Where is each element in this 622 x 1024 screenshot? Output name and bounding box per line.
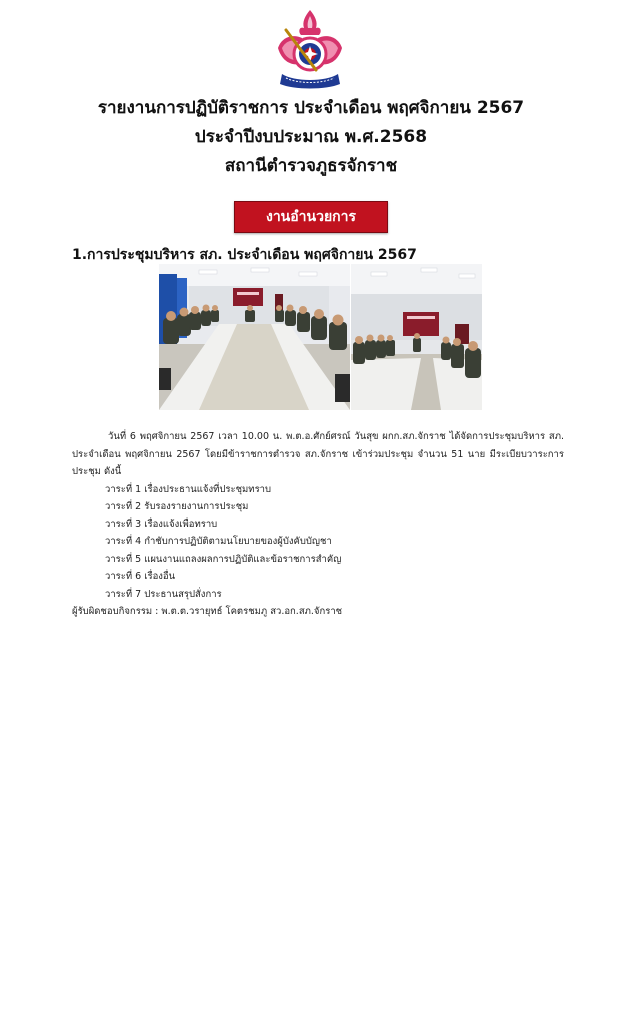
meeting-photo-icon bbox=[159, 264, 350, 410]
agenda-item: วาระที่ 7 ประธานสรุปสั่งการ bbox=[105, 588, 222, 600]
meeting-photo-2 bbox=[351, 264, 482, 410]
report-title-line-1: รายงานการปฏิบัติราชการ ประจำเดือน พฤศจิกายน 2567 bbox=[97, 98, 525, 118]
responsible-person: ผู้รับผิดชอบกิจกรรม : พ.ต.ต.วรายุทธ์ โคตรชมภู สว.อก.สภ.จักราช bbox=[72, 606, 343, 617]
agenda-item: วาระที่ 2 รับรองรายงานการประชุม bbox=[105, 501, 249, 512]
section-banner: งานอำนวยการ bbox=[234, 201, 388, 233]
report-title bbox=[0, 94, 622, 181]
report-title-line-2: ประจำปีงบประมาณ พ.ศ.2568 bbox=[194, 127, 428, 147]
agenda-list bbox=[72, 481, 564, 604]
agenda-item: วาระที่ 3 เรื่องแจ้งเพื่อทราบ bbox=[105, 518, 218, 530]
agenda-item: วาระที่ 1 เรื่องประธานแจ้งที่ประชุมทราบ bbox=[105, 483, 272, 495]
agenda-item: วาระที่ 5 แผนงานแถลงผลการปฏิบัติและข้อราชการสำคัญ bbox=[105, 553, 342, 565]
item-paragraph: วันที่ 6 พฤศจิกายน 2567 เวลา 10.00 น. พ.ต.อ.ศักย์ศรณ์ วันสุข ผกก.สภ.จักราช ได้จัดการประชุมบริหาร สภ. ประจำเดือน พฤศจิกายน 2567 โดยมีข้าราชการตำรวจ สภ.จักราช เข้าร่วมประชุม จำนวน 51 นาย มีระเบียบวาระการประชุม ดังนี้ bbox=[72, 431, 564, 477]
item-heading: 1.การประชุมบริหาร สภ. ประจำเดือน พฤศจิกายน 2567 bbox=[72, 247, 417, 263]
meeting-photo-1 bbox=[159, 264, 350, 410]
police-emblem-icon bbox=[272, 8, 348, 92]
item-body bbox=[72, 428, 564, 621]
agenda-item: วาระที่ 4 กำชับการปฏิบัติตามนโยบายของผู้บังคับบัญชา bbox=[105, 536, 332, 547]
meeting-photo-icon bbox=[351, 264, 482, 410]
agenda-item: วาระที่ 6 เรื่องอื่น bbox=[105, 571, 176, 582]
report-title-line-3: สถานีตำรวจภูธรจักราช bbox=[224, 156, 398, 176]
